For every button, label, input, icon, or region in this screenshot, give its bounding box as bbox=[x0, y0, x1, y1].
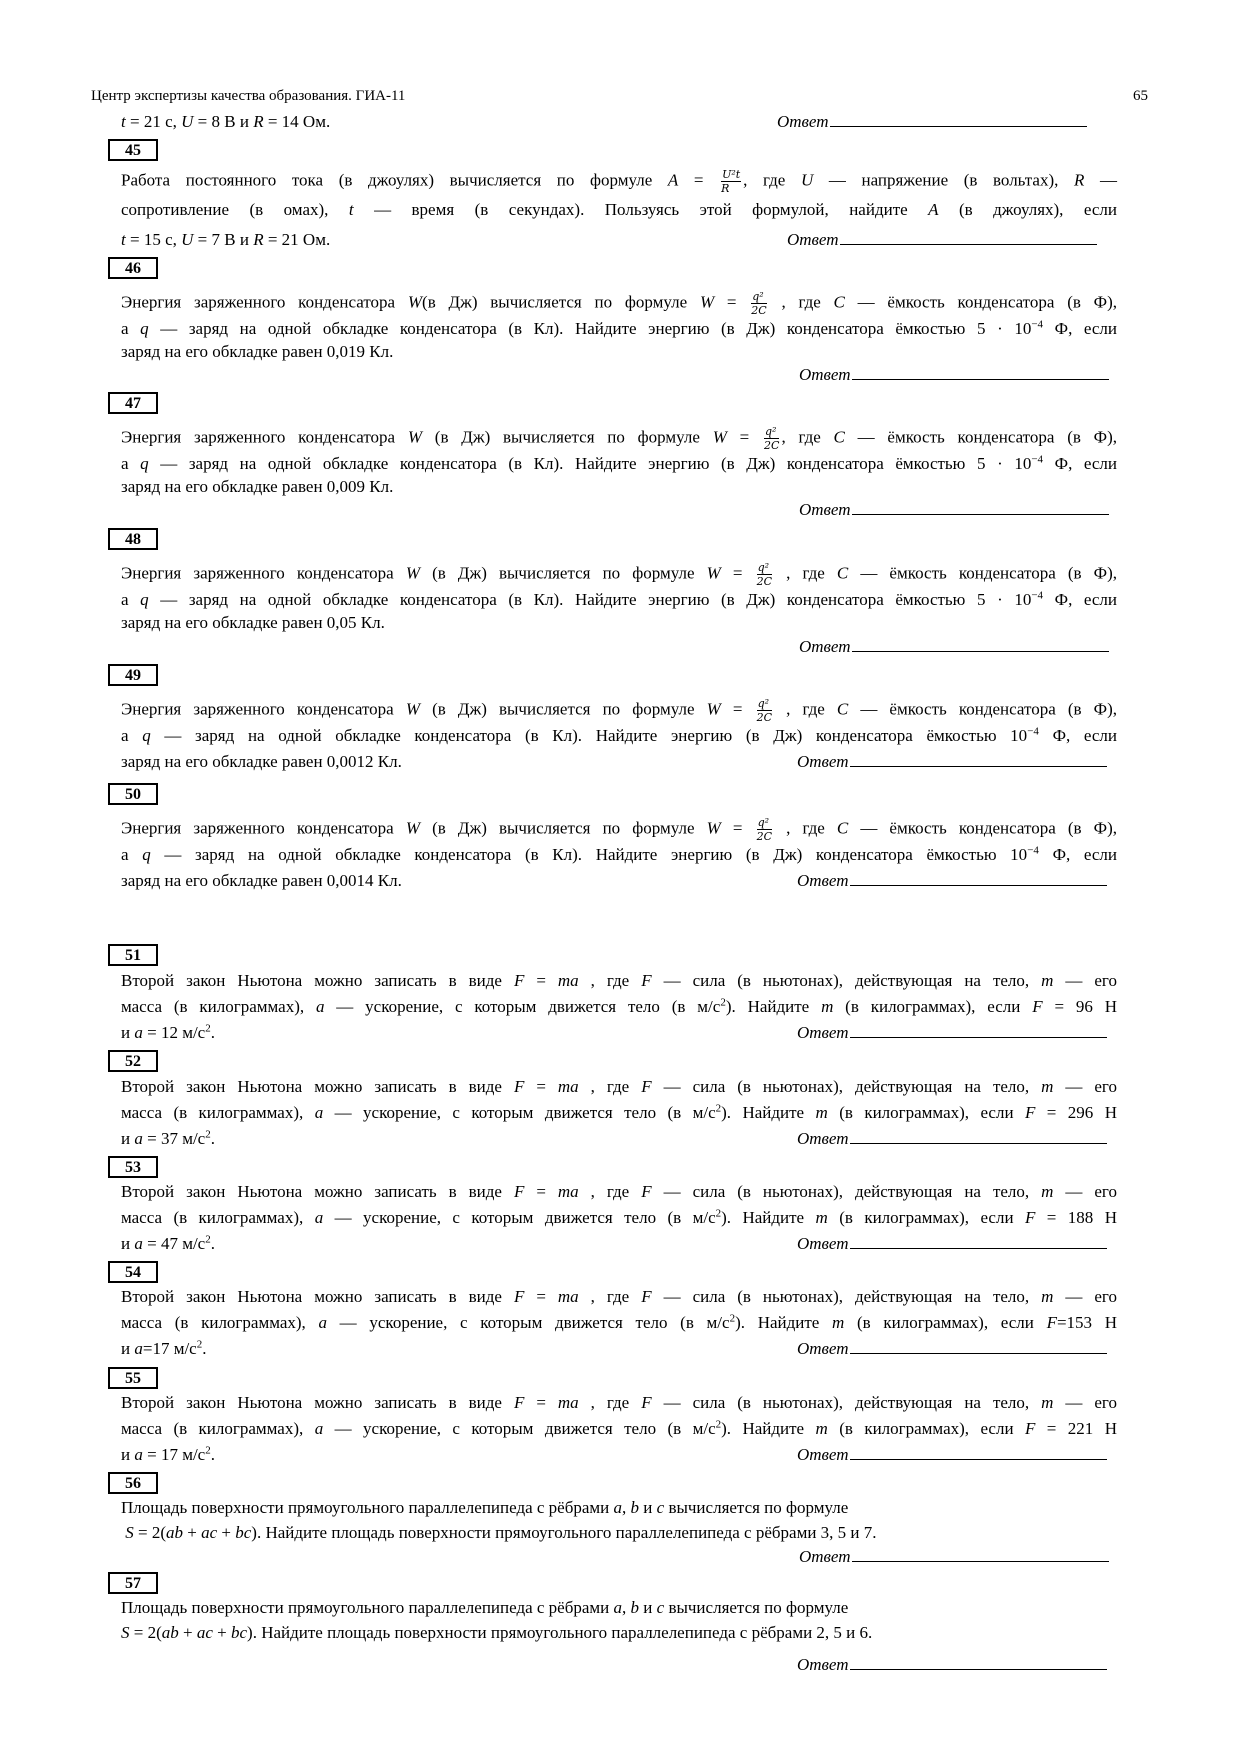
answer-field-47[interactable]: Ответ bbox=[799, 500, 1109, 520]
task-54-line-2: масса (в килограммах), a — ускорение, с которым движется тело (в $м/с^2$). Найдите m (в килограммах), если F=153 Н bbox=[121, 1312, 1118, 1332]
task-49-line-3: заряд на его обкладке равен 0,0012 Кл. bbox=[121, 752, 402, 771]
task-49-line-2: а q — заряд на одной обкладке конденсатора (в Кл). Найдите энергию (в Дж) конденсатора ёмкостью $10^{-4}$ Ф, если bbox=[121, 725, 1118, 745]
task-number-51: 51 bbox=[108, 944, 158, 966]
task-48-line-3: заряд на его обкладке равен 0,05 Кл. bbox=[121, 613, 385, 632]
task-57-line-2: S = 2(ab + ac + bc). Найдите площадь поверхности прямоугольного параллелепипеда с рёбрами 2, 5 и 6. bbox=[121, 1623, 873, 1642]
task-46-line-1: Энергия заряженного конденсатора W(в Дж) вычисляется по формуле W = $\frac{\text{q²}}{2C}$ , где C — ёмкость конденсатора (в Ф), bbox=[121, 290, 1118, 317]
answer-field-54[interactable]: Ответ bbox=[797, 1339, 1107, 1359]
answer-field-50[interactable]: Ответ bbox=[797, 871, 1107, 891]
task-53-line-3: и a = 47 $м/с^2$. bbox=[121, 1233, 215, 1253]
task-56-line-1: Площадь поверхности прямоугольного параллелепипеда с рёбрами a, b и c вычисляется по формуле bbox=[121, 1498, 849, 1517]
answer-field-49[interactable]: Ответ bbox=[797, 752, 1107, 772]
task-53-line-1: Второй закон Ньютона можно записать в виде F = ma , где F — сила (в ньютонах), действующая на тело, m — его bbox=[121, 1182, 1117, 1201]
task-47-line-2: а q — заряд на одной обкладке конденсатора (в Кл). Найдите энергию (в Дж) конденсатора ёмкостью $5 \cdot 10^{-4}$ Ф, если bbox=[121, 453, 1118, 473]
task-number-49: 49 bbox=[108, 664, 158, 686]
task-50-line-1: Энергия заряженного конденсатора W (в Дж) вычисляется по формуле W = $\frac{\text{q²}}{2C}$ , где C — ёмкость конденсатора (в Ф), bbox=[121, 816, 1117, 843]
answer-field-51[interactable]: Ответ bbox=[797, 1023, 1107, 1043]
task-45-line-3: t = 15 с, U = 7 В и R = 21 Ом. bbox=[121, 230, 331, 249]
page-number: 65 bbox=[1133, 88, 1148, 104]
task-54-line-3: и a=17 $м/с^2$. bbox=[121, 1338, 207, 1358]
answer-field-48[interactable]: Ответ bbox=[799, 637, 1109, 657]
answer-field-45[interactable]: Ответ bbox=[787, 230, 1097, 250]
task-48-line-2: а q — заряд на одной обкладке конденсатора (в Кл). Найдите энергию (в Дж) конденсатора ёмкостью $5 \cdot 10^{-4}$ Ф, если bbox=[121, 589, 1118, 609]
task-number-46: 46 bbox=[108, 257, 158, 279]
task-46-line-3: заряд на его обкладке равен 0,019 Кл. bbox=[121, 342, 394, 361]
answer-field-55[interactable]: Ответ bbox=[797, 1445, 1107, 1465]
task-52-line-1: Второй закон Ньютона можно записать в виде F = ma , где F — сила (в ньютонах), действующая на тело, m — его bbox=[121, 1077, 1117, 1096]
task-50-line-2: а q — заряд на одной обкладке конденсатора (в Кл). Найдите энергию (в Дж) конденсатора ёмкостью $10^{-4}$ Ф, если bbox=[121, 844, 1118, 864]
answer-field-44[interactable]: Ответ bbox=[777, 112, 1087, 132]
task-51-line-3: и a = 12 $м/с^2$. bbox=[121, 1022, 215, 1042]
task-45-line-2: сопротивление (в омах), t — время (в секундах). Пользуясь этой формулой, найдите A (в джоулях), если bbox=[121, 200, 1117, 219]
task-49-line-1: Энергия заряженного конденсатора W (в Дж) вычисляется по формуле W = $\frac{\text{q²}}{2C}$ , где C — ёмкость конденсатора (в Ф), bbox=[121, 697, 1117, 724]
task-48-line-1: Энергия заряженного конденсатора W (в Дж) вычисляется по формуле W = $\frac{\text{q²}}{2C}$ , где C — ёмкость конденсатора (в Ф), bbox=[121, 561, 1117, 588]
task-55-line-2: масса (в килограммах), a — ускорение, с которым движется тело (в $м/с^2$). Найдите m (в килограммах), если F = 221 Н bbox=[121, 1418, 1117, 1438]
task-number-54: 54 bbox=[108, 1261, 158, 1283]
task-number-57: 57 bbox=[108, 1572, 158, 1594]
answer-field-57[interactable]: Ответ bbox=[797, 1655, 1107, 1675]
answer-field-52[interactable]: Ответ bbox=[797, 1129, 1107, 1149]
task-number-48: 48 bbox=[108, 528, 158, 550]
answer-field-46[interactable]: Ответ bbox=[799, 365, 1109, 385]
task-number-55: 55 bbox=[108, 1367, 158, 1389]
answer-field-53[interactable]: Ответ bbox=[797, 1234, 1107, 1254]
task-47-line-3: заряд на его обкладке равен 0,009 Кл. bbox=[121, 477, 394, 496]
task-number-45: 45 bbox=[108, 139, 158, 161]
task-number-50: 50 bbox=[108, 783, 158, 805]
task-number-52: 52 bbox=[108, 1050, 158, 1072]
task-45-line-1: Работа постоянного тока (в джоулях) вычисляется по формуле A = $\frac{\text{U²t}}{R}$ , где U — напряжение (в вольтах), R — bbox=[121, 168, 1117, 195]
task-number-53: 53 bbox=[108, 1156, 158, 1178]
task-56-line-2: S = 2(ab + ac + bc). Найдите площадь поверхности прямоугольного параллелепипеда с рёбрами 3, 5 и 7. bbox=[125, 1523, 877, 1542]
task-57-line-1: Площадь поверхности прямоугольного параллелепипеда с рёбрами a, b и c вычисляется по формуле bbox=[121, 1598, 849, 1617]
task-51-line-2: масса (в килограммах), a — ускорение, с которым движется тело (в $м/с^2$). Найдите m (в килограммах), если F = 96 Н bbox=[121, 996, 1118, 1016]
task-52-line-2: масса (в килограммах), a — ускорение, с которым движется тело (в $м/с^2$). Найдите m (в килограммах), если F = 296 Н bbox=[121, 1102, 1117, 1122]
task-55-line-3: и a = 17 $м/с^2$. bbox=[121, 1444, 215, 1464]
task-55-line-1: Второй закон Ньютона можно записать в виде F = ma , где F — сила (в ньютонах), действующая на тело, m — его bbox=[121, 1393, 1117, 1412]
task-52-line-3: и a = 37 $м/с^2$. bbox=[121, 1128, 215, 1148]
task-54-line-1: Второй закон Ньютона можно записать в виде F = ma , где F — сила (в ньютонах), действующая на тело, m — его bbox=[121, 1287, 1117, 1306]
task-47-line-1: Энергия заряженного конденсатора W (в Дж) вычисляется по формуле W = $\frac{\text{q²}}{2C}$ , где C — ёмкость конденсатора (в Ф), bbox=[121, 425, 1118, 452]
task-44-tail: t = 21 с, U = 8 В и R = 14 Ом. bbox=[121, 112, 331, 131]
task-50-line-3: заряд на его обкладке равен 0,0014 Кл. bbox=[121, 871, 402, 890]
task-53-line-2: масса (в килограммах), a — ускорение, с которым движется тело (в $м/с^2$). Найдите m (в килограммах), если F = 188 Н bbox=[121, 1207, 1117, 1227]
task-51-line-1: Второй закон Ньютона можно записать в виде F = ma , где F — сила (в ньютонах), действующая на тело, m — его bbox=[121, 971, 1117, 990]
page-header-title: Центр экспертизы качества образования. ГИА-11 bbox=[91, 88, 406, 104]
task-number-56: 56 bbox=[108, 1472, 158, 1494]
answer-field-56[interactable]: Ответ bbox=[799, 1547, 1109, 1567]
task-46-line-2: а q — заряд на одной обкладке конденсатора (в Кл). Найдите энергию (в Дж) конденсатора ёмкостью $5 \cdot 10^{-4}$ Ф, если bbox=[121, 318, 1118, 338]
task-number-47: 47 bbox=[108, 392, 158, 414]
